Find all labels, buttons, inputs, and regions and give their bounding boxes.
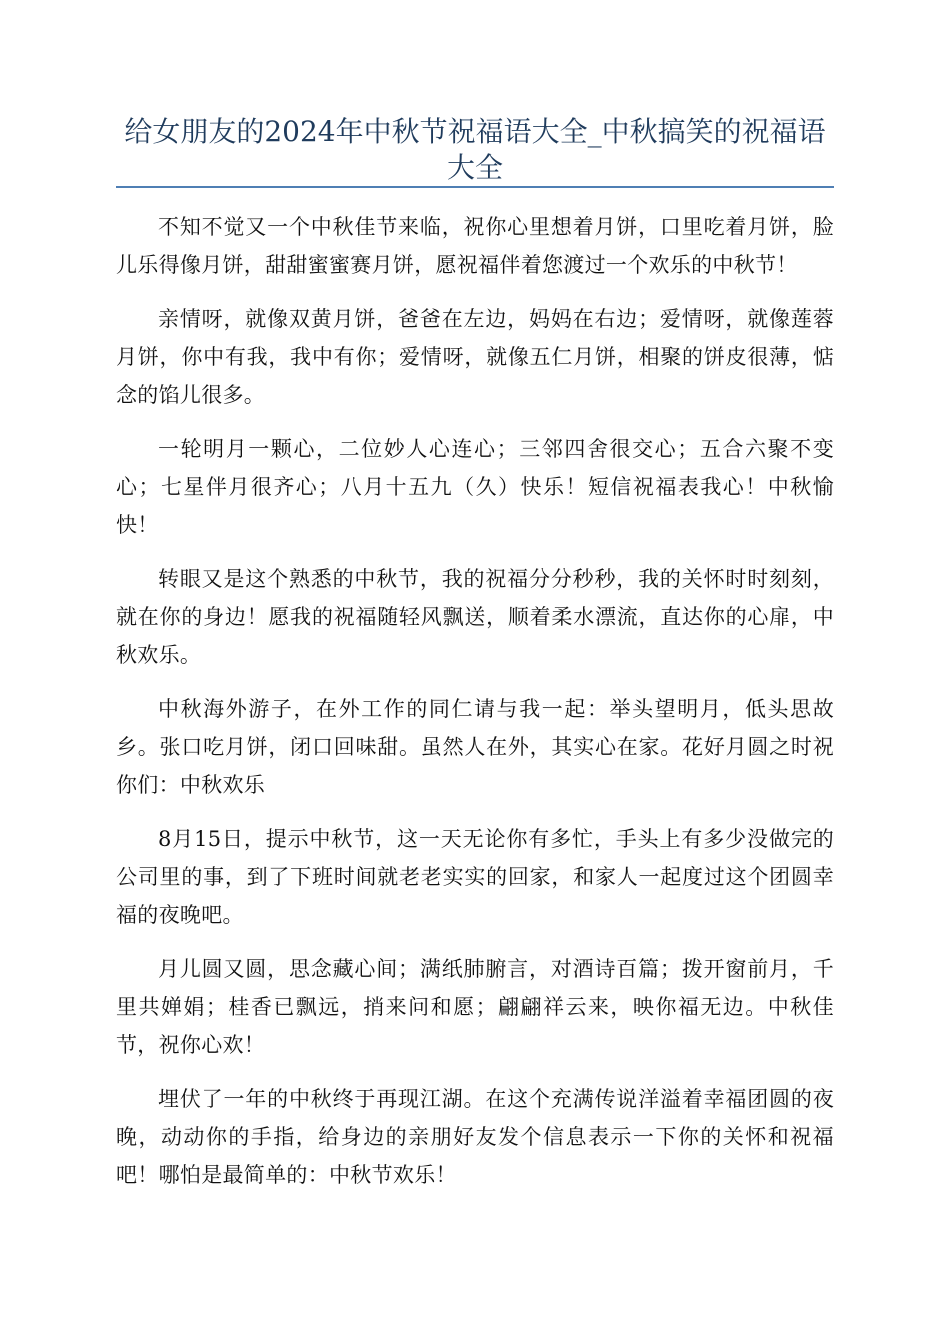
paragraph-7: 月儿圆又圆，思念藏心间；满纸肺腑言，对酒诗百篇；拨开窗前月，千里共婵娟；桂香已飘远，捎来问和愿；翩翩祥云来，映你福无边。中秋佳节，祝你心欢！ — [116, 957, 834, 1057]
paragraph-4: 转眼又是这个熟悉的中秋节，我的祝福分分秒秒，我的关怀时时刻刻，就在你的身边！愿我的祝福随轻风飘送，顺着柔水漂流，直达你的心扉，中秋欢乐。 — [116, 567, 834, 667]
paragraph-6: 8月15日，提示中秋节，这一天无论你有多忙，手头上有多少没做完的公司里的事，到了下班时间就老老实实的回家，和家人一起度过这个团圆幸福的夜晚吧。 — [116, 827, 834, 927]
paragraph-8: 埋伏了一年的中秋终于再现江湖。在这个充满传说洋溢着幸福团圆的夜晚，动动你的手指，给身边的亲朋好友发个信息表示一下你的关怀和祝福吧！哪怕是最简单的：中秋节欢乐！ — [116, 1087, 834, 1187]
title-divider — [116, 186, 834, 188]
paragraph-1: 不知不觉又一个中秋佳节来临，祝你心里想着月饼，口里吃着月饼，脸儿乐得像月饼，甜甜蜜蜜赛月饼，愿祝福伴着您渡过一个欢乐的中秋节！ — [116, 215, 834, 277]
paragraph-2: 亲情呀，就像双黄月饼，爸爸在左边，妈妈在右边；爱情呀，就像莲蓉月饼，你中有我，我中有你；爱情呀，就像五仁月饼，相聚的饼皮很薄，惦念的馅儿很多。 — [116, 307, 834, 407]
document-title: 给女朋友的2024年中秋节祝福语大全_中秋搞笑的祝福语大全 — [124, 115, 826, 184]
paragraph-5: 中秋海外游子，在外工作的同仁请与我一起：举头望明月，低头思故乡。张口吃月饼，闭口回味甜。虽然人在外，其实心在家。花好月圆之时祝你们：中秋欢乐 — [116, 697, 834, 797]
paragraph-3: 一轮明月一颗心，二位妙人心连心；三邻四舍很交心；五合六聚不变心；七星伴月很齐心；八月十五九（久）快乐！短信祝福表我心！中秋愉快！ — [116, 437, 834, 537]
document-body — [116, 208, 834, 1210]
